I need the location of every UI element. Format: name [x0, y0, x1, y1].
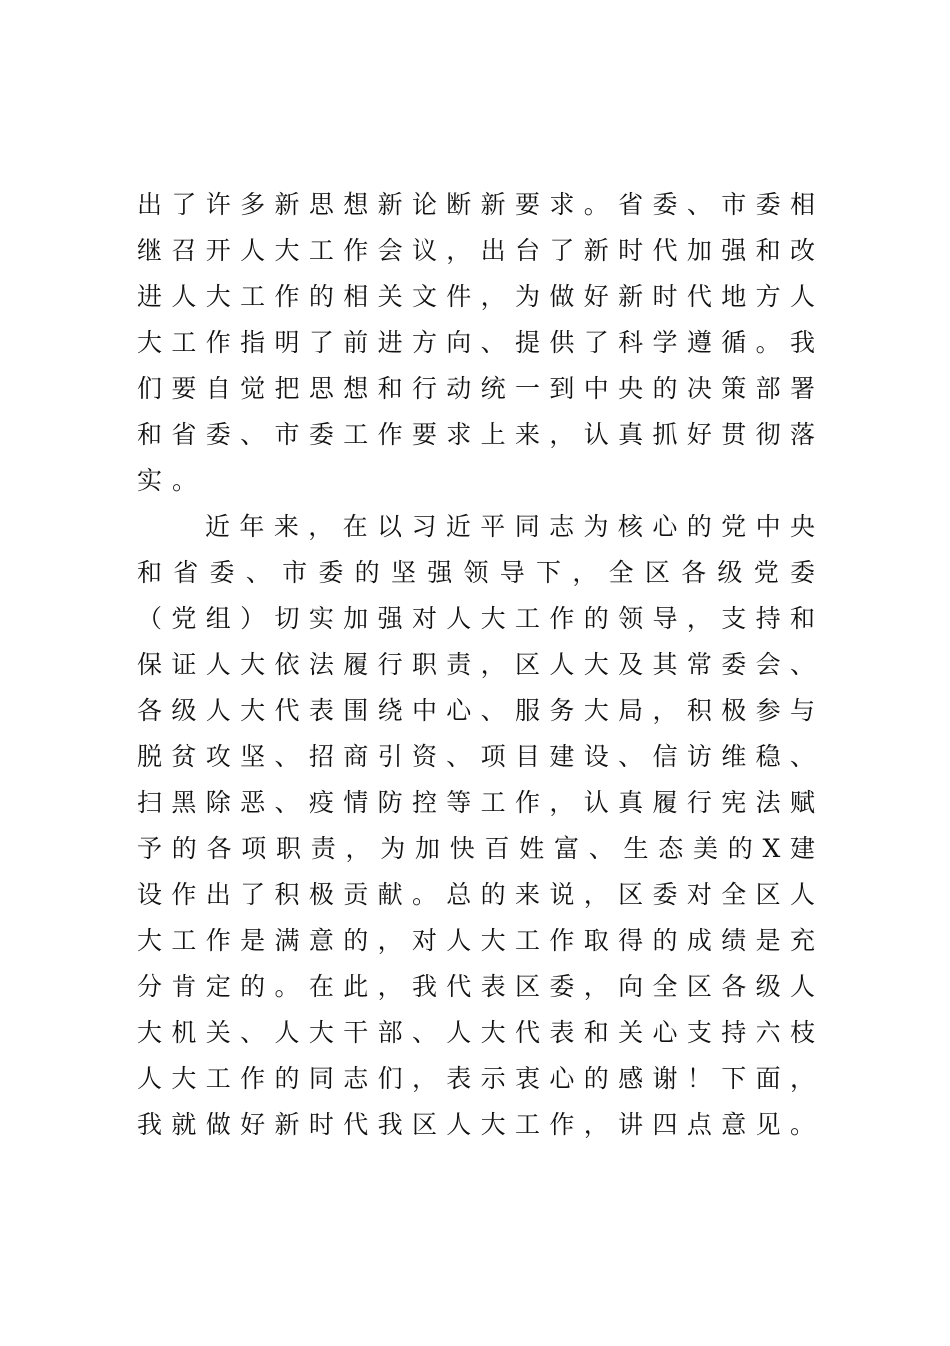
- text-line: 进人大工作的相关文件，为做好新时代地方人: [137, 282, 815, 311]
- text-line: 脱贫攻坚、招商引资、项目建设、信访维稳、: [137, 742, 815, 771]
- text-line: 继召开人大工作会议，出台了新时代加强和改: [137, 236, 815, 265]
- text-line: （党组）切实加强对人大工作的领导，支持和: [137, 604, 815, 633]
- text-line: 扫黑除恶、疫情防控等工作，认真履行宪法赋: [137, 788, 815, 817]
- text-line: 我就做好新时代我区人大工作，讲四点意见。: [137, 1110, 815, 1139]
- text-line: 大机关、人大干部、人大代表和关心支持六枝: [137, 1018, 815, 1047]
- paragraph-first-line: 近年来，在以习近平同志为核心的党中央: [205, 512, 815, 541]
- text-line: 出了许多新思想新论断新要求。省委、市委相: [137, 190, 815, 219]
- text-line: 设作出了积极贡献。总的来说，区委对全区人: [137, 880, 815, 909]
- text-line: 和省委、市委的坚强领导下，全区各级党委: [137, 558, 815, 587]
- text-line: 各级人大代表围绕中心、服务大局，积极参与: [137, 696, 815, 725]
- text-line: 大工作是满意的，对人大工作取得的成绩是充: [137, 926, 815, 955]
- text-line: 人大工作的同志们，表示衷心的感谢！下面，: [137, 1064, 815, 1093]
- text-line: 保证人大依法履行职责，区人大及其常委会、: [137, 650, 815, 679]
- text-line: 予的各项职责，为加快百姓富、生态美的X建: [137, 834, 815, 863]
- text-line: 们要自觉把思想和行动统一到中央的决策部署: [137, 374, 815, 403]
- text-line: 实。: [137, 466, 208, 495]
- text-line: 和省委、市委工作要求上来，认真抓好贯彻落: [137, 420, 815, 449]
- text-line: 分肯定的。在此，我代表区委，向全区各级人: [137, 972, 815, 1001]
- text-line: 大工作指明了前进方向、提供了科学遵循。我: [137, 328, 815, 357]
